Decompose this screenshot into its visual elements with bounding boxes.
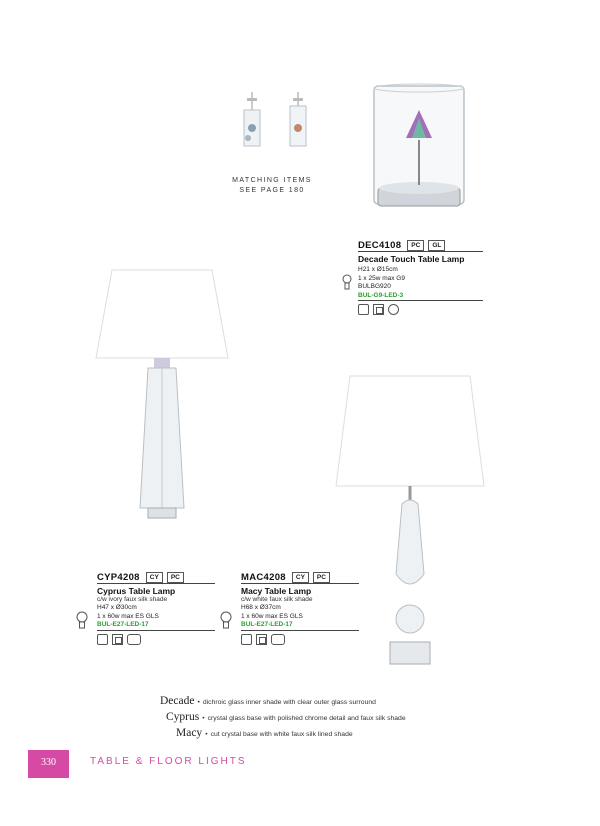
led-bulb-code: BUL-G9-LED-3 bbox=[358, 291, 404, 299]
legend-name: Decade bbox=[160, 695, 195, 707]
feature-icons bbox=[358, 304, 483, 315]
bulb-spec: 1 x 60w max ES GLS bbox=[241, 612, 303, 620]
matching-pendants-image bbox=[230, 92, 320, 162]
bulb-icon bbox=[220, 610, 232, 630]
product-code: DEC4108 bbox=[358, 240, 402, 251]
led-bulb-code: BUL-E27-LED-17 bbox=[241, 621, 293, 628]
finish-badge: PC bbox=[313, 572, 330, 583]
led-bulb-code: BUL-E27-LED-17 bbox=[97, 621, 149, 628]
material-legend bbox=[160, 694, 490, 742]
legend-text: crystal glass base with polished chrome detail and faux silk shade bbox=[207, 715, 406, 722]
feature-icons bbox=[241, 634, 359, 645]
divider bbox=[97, 583, 215, 584]
finish-badge: PC bbox=[167, 572, 184, 583]
double-insulated-icon bbox=[373, 304, 384, 315]
decade-product-info bbox=[358, 240, 483, 315]
see-page-label: SEE PAGE 180 bbox=[239, 187, 305, 194]
page-number-box bbox=[28, 750, 69, 778]
legend-text: cut crystal base with white faux silk lined shade bbox=[210, 731, 353, 738]
finish-badge: PC bbox=[407, 240, 424, 251]
product-size: H47 x Ø30cm bbox=[97, 604, 137, 611]
product-code: CYP4208 bbox=[97, 572, 140, 583]
product-description: c/w white faux silk shade bbox=[241, 596, 313, 603]
product-description: c/w ivory faux silk shade bbox=[97, 596, 168, 603]
finish-badge: CY bbox=[292, 572, 309, 583]
legend-item-decade: Decade • dichroic glass inner shade with clear outer glass surround bbox=[160, 695, 376, 707]
product-name: Decade Touch Table Lamp bbox=[358, 254, 465, 264]
bulb-icon bbox=[342, 273, 352, 291]
divider bbox=[358, 300, 483, 301]
bulb-spec: 1 x 60w max ES GLS bbox=[97, 612, 159, 620]
dimmable-icon bbox=[271, 634, 285, 645]
bulb-icon bbox=[76, 610, 88, 630]
divider bbox=[358, 251, 483, 252]
class-ii-icon bbox=[241, 634, 252, 645]
matching-items-note bbox=[222, 176, 322, 196]
legend-name: Macy bbox=[176, 727, 203, 739]
double-insulated-icon bbox=[256, 634, 267, 645]
finish-badge: CY bbox=[146, 572, 163, 583]
divider bbox=[241, 630, 359, 631]
matching-items-label: MATCHING ITEMS bbox=[232, 177, 312, 184]
decade-lamp-image bbox=[370, 80, 470, 220]
legend-item-cyprus: Cyprus • crystal glass base with polished chrome detail and faux silk shade bbox=[166, 711, 406, 723]
dimmable-icon bbox=[127, 634, 141, 645]
finish-badge: GL bbox=[428, 240, 445, 251]
divider bbox=[97, 630, 215, 631]
section-title: TABLE & FLOOR LIGHTS bbox=[90, 756, 247, 767]
touch-switch-icon bbox=[388, 304, 399, 315]
product-size: H21 x Ø15cm bbox=[358, 266, 398, 273]
product-name: Macy Table Lamp bbox=[241, 586, 312, 596]
cyprus-lamp-image bbox=[92, 268, 232, 528]
divider bbox=[241, 583, 359, 584]
class-ii-icon bbox=[97, 634, 108, 645]
legend-name: Cyprus bbox=[166, 711, 200, 723]
product-size: H68 x Ø37cm bbox=[241, 604, 281, 611]
product-name: Cyprus Table Lamp bbox=[97, 586, 176, 596]
macy-product-info bbox=[241, 572, 359, 645]
feature-icons bbox=[97, 634, 215, 645]
double-insulated-icon bbox=[112, 634, 123, 645]
bulb-code: BULBG920 bbox=[358, 283, 391, 290]
page-number: 330 bbox=[41, 757, 56, 768]
legend-item-macy: Macy • cut crystal base with white faux silk lined shade bbox=[176, 727, 353, 739]
legend-text: dichroic glass inner shade with clear outer glass surround bbox=[202, 699, 376, 706]
cyprus-product-info bbox=[97, 572, 215, 645]
product-code: MAC4208 bbox=[241, 572, 286, 583]
class-ii-icon bbox=[358, 304, 369, 315]
bulb-spec: 1 x 25w max G9 bbox=[358, 274, 405, 282]
